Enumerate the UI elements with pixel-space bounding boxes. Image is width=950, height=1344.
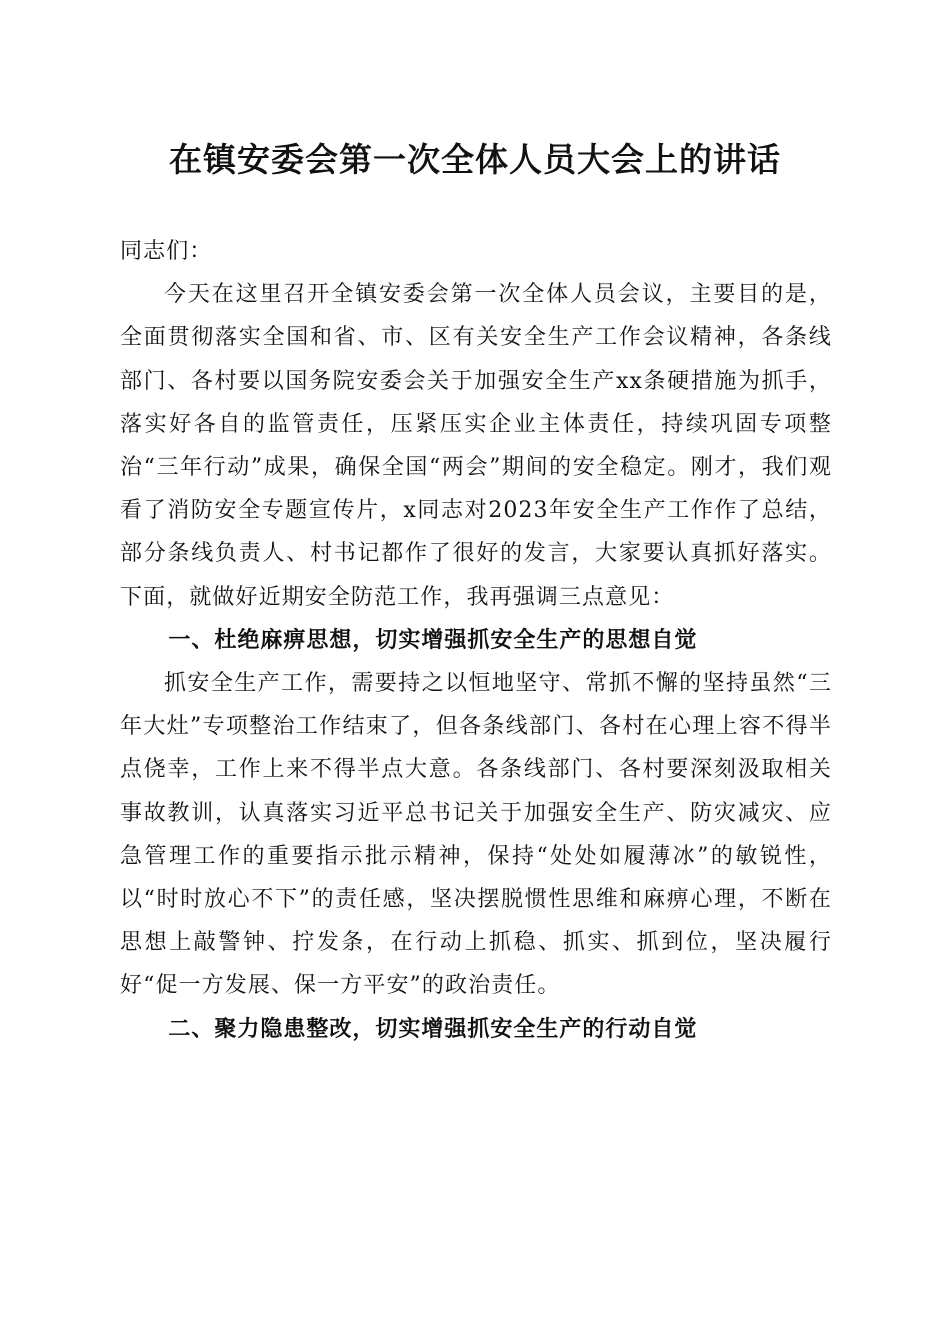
paragraph-intro: 今天在这里召开全镇安委会第一次全体人员会议，主要目的是，全面贯彻落实全国和省、市、区有关安全生产工作会议精神，各条线部门、各村要以国务院安委会关于加强安全生产xx条硬措施为抓手，落实好各自的监管责任，压紧压实企业主体责任，持续巩固专项整治“三年行动”成果，确保全国“两会”期间的安全稳定。刚才，我们观看了消防安全专题宣传片，x同志对2023年安全生产工作作了总结，部分条线负责人、村书记都作了很好的发言，大家要认真抓好落实。下面，就做好近期安全防范工作，我再强调三点意见： <box>120 282 832 610</box>
greeting: 同志们： <box>120 239 213 264</box>
document-body <box>120 230 832 1051</box>
document-title: 在镇安委会第一次全体人员大会上的讲话 <box>169 140 781 179</box>
section-heading-1: 一、杜绝麻痹思想，切实增强抓安全生产的思想自觉 <box>168 627 698 653</box>
section-heading-2: 二、聚力隐患整改，切实增强抓安全生产的行动自觉 <box>168 1016 698 1042</box>
paragraph-section-1: 抓安全生产工作，需要持之以恒地坚守、常抓不懈的坚持虽然“三年大灶”专项整治工作结束了，但各条线部门、各村在心理上容不得半点侥幸，工作上来不得半点大意。各条线部门、各村要深刻汲取相关事故教训，认真落实习近平总书记关于加强安全生产、防灾减灾、应急管理工作的重要指示批示精神，保持“处处如履薄冰”的敏锐性，以“时时放心不下”的责任感，坚决摆脱惯性思维和麻痹心理，不断在思想上敲警钟、拧发条，在行动上抓稳、抓实、抓到位，坚决履行好“促一方发展、保一方平安”的政治责任。 <box>120 671 832 999</box>
